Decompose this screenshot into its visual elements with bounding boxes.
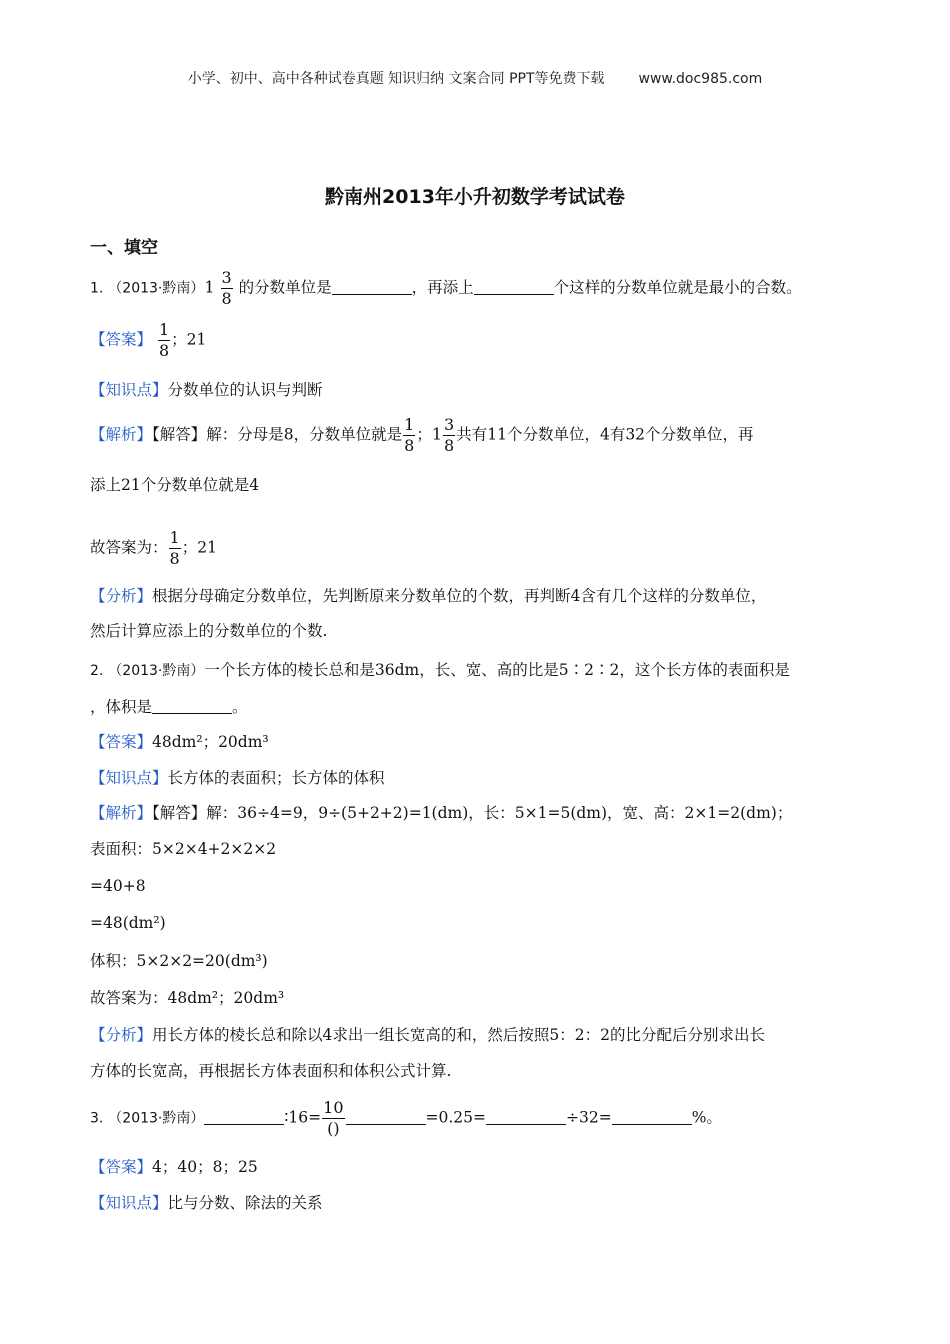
q2-fenxi: 【分析】用长方体的棱长总和除以4求出一组长宽高的和，然后按照5：2：2的比分配后分别求出长 [90, 1026, 765, 1044]
q2-solution-line3: =40+8 [90, 877, 146, 895]
q1-final-fraction: $\frac{1}{8}$ [169, 528, 180, 568]
q1-number: 1. [90, 280, 104, 297]
q3-fraction: $\frac{10}{()}$ [323, 1098, 344, 1138]
q1-fraction: $\frac{3}{8}$ [221, 268, 232, 308]
q1-source: （2013·黔南） [108, 280, 205, 297]
q1-knowledge: 【知识点】分数单位的认识与判断 [90, 381, 323, 399]
q2-solution-line4: =48(dm²) [90, 914, 166, 932]
q2-question: 2. （2013·黔南）一个长方体的棱长总和是36dm，长、宽、高的比是5∶2∶2，这个长方体的表面积是 [90, 661, 790, 679]
page-title: 黔南州2013年小升初数学考试试卷 [325, 186, 625, 208]
q2-solution-line6: 故答案为：48dm²；20dm³ [90, 989, 285, 1007]
q3-blank-2[interactable] [346, 1108, 426, 1125]
q3-number: 3. [90, 1110, 104, 1127]
q3-blank-4[interactable] [612, 1108, 692, 1125]
header-text: 小学、初中、高中各种试卷真题 知识归纳 文案合同 PPT等免费下载 [187, 71, 605, 87]
knowledge-label: 【知识点】 [90, 381, 168, 399]
q1-final-answer: 故答案为： $\frac{1}{8}$ ；21 [90, 528, 217, 568]
q1-question: 1. （2013·黔南）1 $\frac{3}{8}$ 的分数单位是 ，再添上 个这样的分数单位就是最小的合数。 [90, 268, 802, 308]
q1-blank-1[interactable] [332, 278, 412, 295]
q3-source: （2013·黔南） [108, 1110, 205, 1127]
q2-solution-line5: 体积：5×2×2=20(dm³) [90, 952, 268, 970]
q2-question-line2: ，体积是 。 [90, 698, 248, 716]
q2-blank[interactable] [152, 697, 232, 714]
q1-answer: 【答案】 $\frac{1}{8}$ ；21 [90, 320, 207, 360]
q2-number: 2. [90, 663, 104, 679]
q1-blank-2[interactable] [474, 278, 554, 295]
q3-blank-3[interactable] [486, 1108, 566, 1125]
q1-answer-fraction: $\frac{1}{8}$ [158, 320, 170, 360]
section-heading: 一、填空 [90, 238, 158, 258]
header-url[interactable]: www.doc985.com [638, 71, 763, 87]
analysis-label: 【解析】 [90, 425, 153, 444]
q2-knowledge: 【知识点】长方体的表面积；长方体的体积 [90, 769, 385, 787]
q1-fenxi: 【分析】根据分母确定分数单位，先判断原来分数单位的个数，再判断4含有几个这样的分数单位， [90, 587, 767, 605]
q3-answer: 【答案】4；40；8；25 [90, 1158, 258, 1176]
q1-solution-fraction: $\frac{1}{8}$ [404, 415, 415, 455]
fenxi-label: 【分析】 [90, 587, 153, 605]
answer-label: 【答案】 [90, 330, 153, 349]
q1-solution-line2: 添上21个分数单位就是4 [90, 476, 260, 494]
q1-fenxi-line2: 然后计算应添上的分数单位的个数. [90, 622, 328, 640]
q3-question: 3. （2013·黔南） ∶16= $\frac{10}{()}$ =0.25= ÷32= %。 [90, 1098, 722, 1138]
q2-solution: 【解析】【解答】解：36÷4=9，9÷(5+2+2)=1(dm)，长：5×1=5(dm)，宽、高：2×1=2(dm)； [90, 804, 793, 822]
q1-solution-mixed-fraction: $\frac{3}{8}$ [444, 415, 455, 455]
q2-fenxi-line2: 方体的长宽高，再根据长方体表面积和体积公式计算. [90, 1062, 452, 1080]
q2-answer: 【答案】48dm²；20dm³ [90, 733, 269, 751]
q3-knowledge: 【知识点】比与分数、除法的关系 [90, 1194, 323, 1212]
q2-solution-line2: 表面积：5×2×4+2×2×2 [90, 840, 277, 858]
q1-mixed-whole: 1 [204, 277, 215, 297]
q3-blank-1[interactable] [204, 1108, 284, 1125]
q2-source: （2013·黔南） [108, 663, 205, 679]
q1-solution: 【解析】【解答】解：分母是8，分数单位就是 $\frac{1}{8}$ ；1 $\frac{3}{8}$ 共有11个分数单位，4有32个分数单位，再 [90, 415, 754, 455]
page-header [0, 68, 950, 88]
